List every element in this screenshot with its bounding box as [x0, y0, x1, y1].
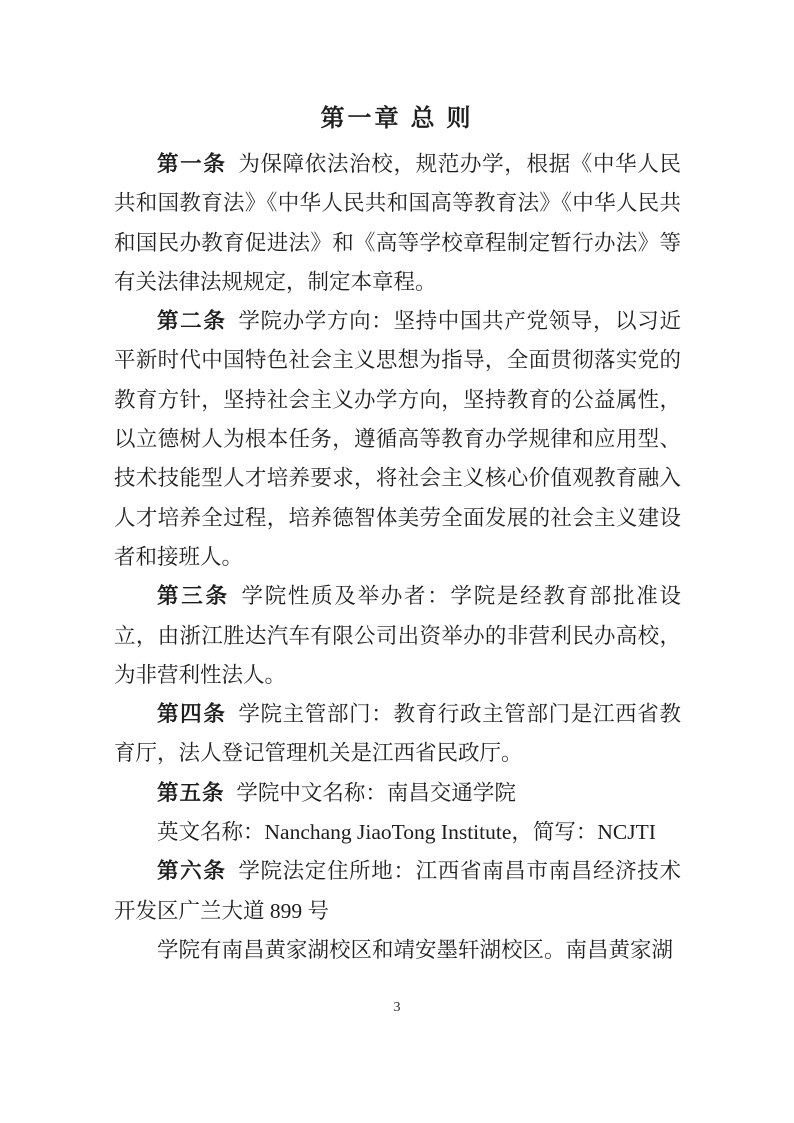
paragraph-text: 学院中文名称：南昌交通学院 — [236, 780, 516, 805]
page-number: 3 — [393, 1000, 401, 1015]
paragraph — [114, 145, 681, 302]
article-number: 第五条 — [157, 780, 225, 805]
article-number: 第六条 — [157, 859, 227, 884]
article-number: 第一条 — [157, 152, 227, 176]
article-number: 第二条 — [157, 309, 227, 334]
paragraph — [114, 774, 681, 813]
document-body — [114, 145, 681, 970]
paragraph — [114, 931, 681, 970]
chapter-title: 第一章 总 则 — [320, 106, 474, 132]
article-number: 第四条 — [157, 702, 227, 727]
paragraph-text: 英文名称：Nanchang JiaoTong Institute，简写：NCJTI — [157, 820, 656, 845]
paragraph-text: 学院有南昌黄家湖校区和靖安墨轩湖校区。南昌黄家湖 — [157, 937, 674, 962]
paragraph-text: 学院办学方向：坚持中国共产党领导，以习近平新时代中国特色社会主义思想为指导，全面贯彻落实党的教育方针，坚持社会主义办学方向，坚持教育的公益属性，以立德树人为根本任务，遵循高等教育办学规律和应用型、技术技能型人才培养要求，将社会主义核心价值观教育融入人才培养全过程，培养德智体美劳全面发展的社会主义建设者和接班人。 — [114, 309, 681, 569]
paragraph-text: 学院性质及举办者：学院是经教育部批准设立，由浙江胜达汽车有限公司出资举办的非营利民办高校，为非营利性法人。 — [114, 584, 681, 687]
paragraph-text: 学院法定住所地：江西省南昌市南昌经济技术开发区广兰大道 899 号 — [114, 859, 681, 923]
paragraph — [114, 852, 681, 931]
paragraph — [114, 577, 681, 695]
paragraph — [114, 302, 681, 577]
paragraph-text: 为保障依法治校，规范办学，根据《中华人民共和国教育法》《中华人民共和国高等教育法》《中华人民共和国民办教育促进法》和《高等学校章程制定暂行办法》等有关法律法规规定，制定本章程。 — [114, 152, 681, 294]
paragraph — [114, 695, 681, 774]
paragraph-text: 学院主管部门：教育行政主管部门是江西省教育厅，法人登记管理机关是江西省民政厅。 — [114, 702, 681, 766]
paragraph — [114, 813, 681, 852]
article-number: 第三条 — [157, 584, 230, 609]
